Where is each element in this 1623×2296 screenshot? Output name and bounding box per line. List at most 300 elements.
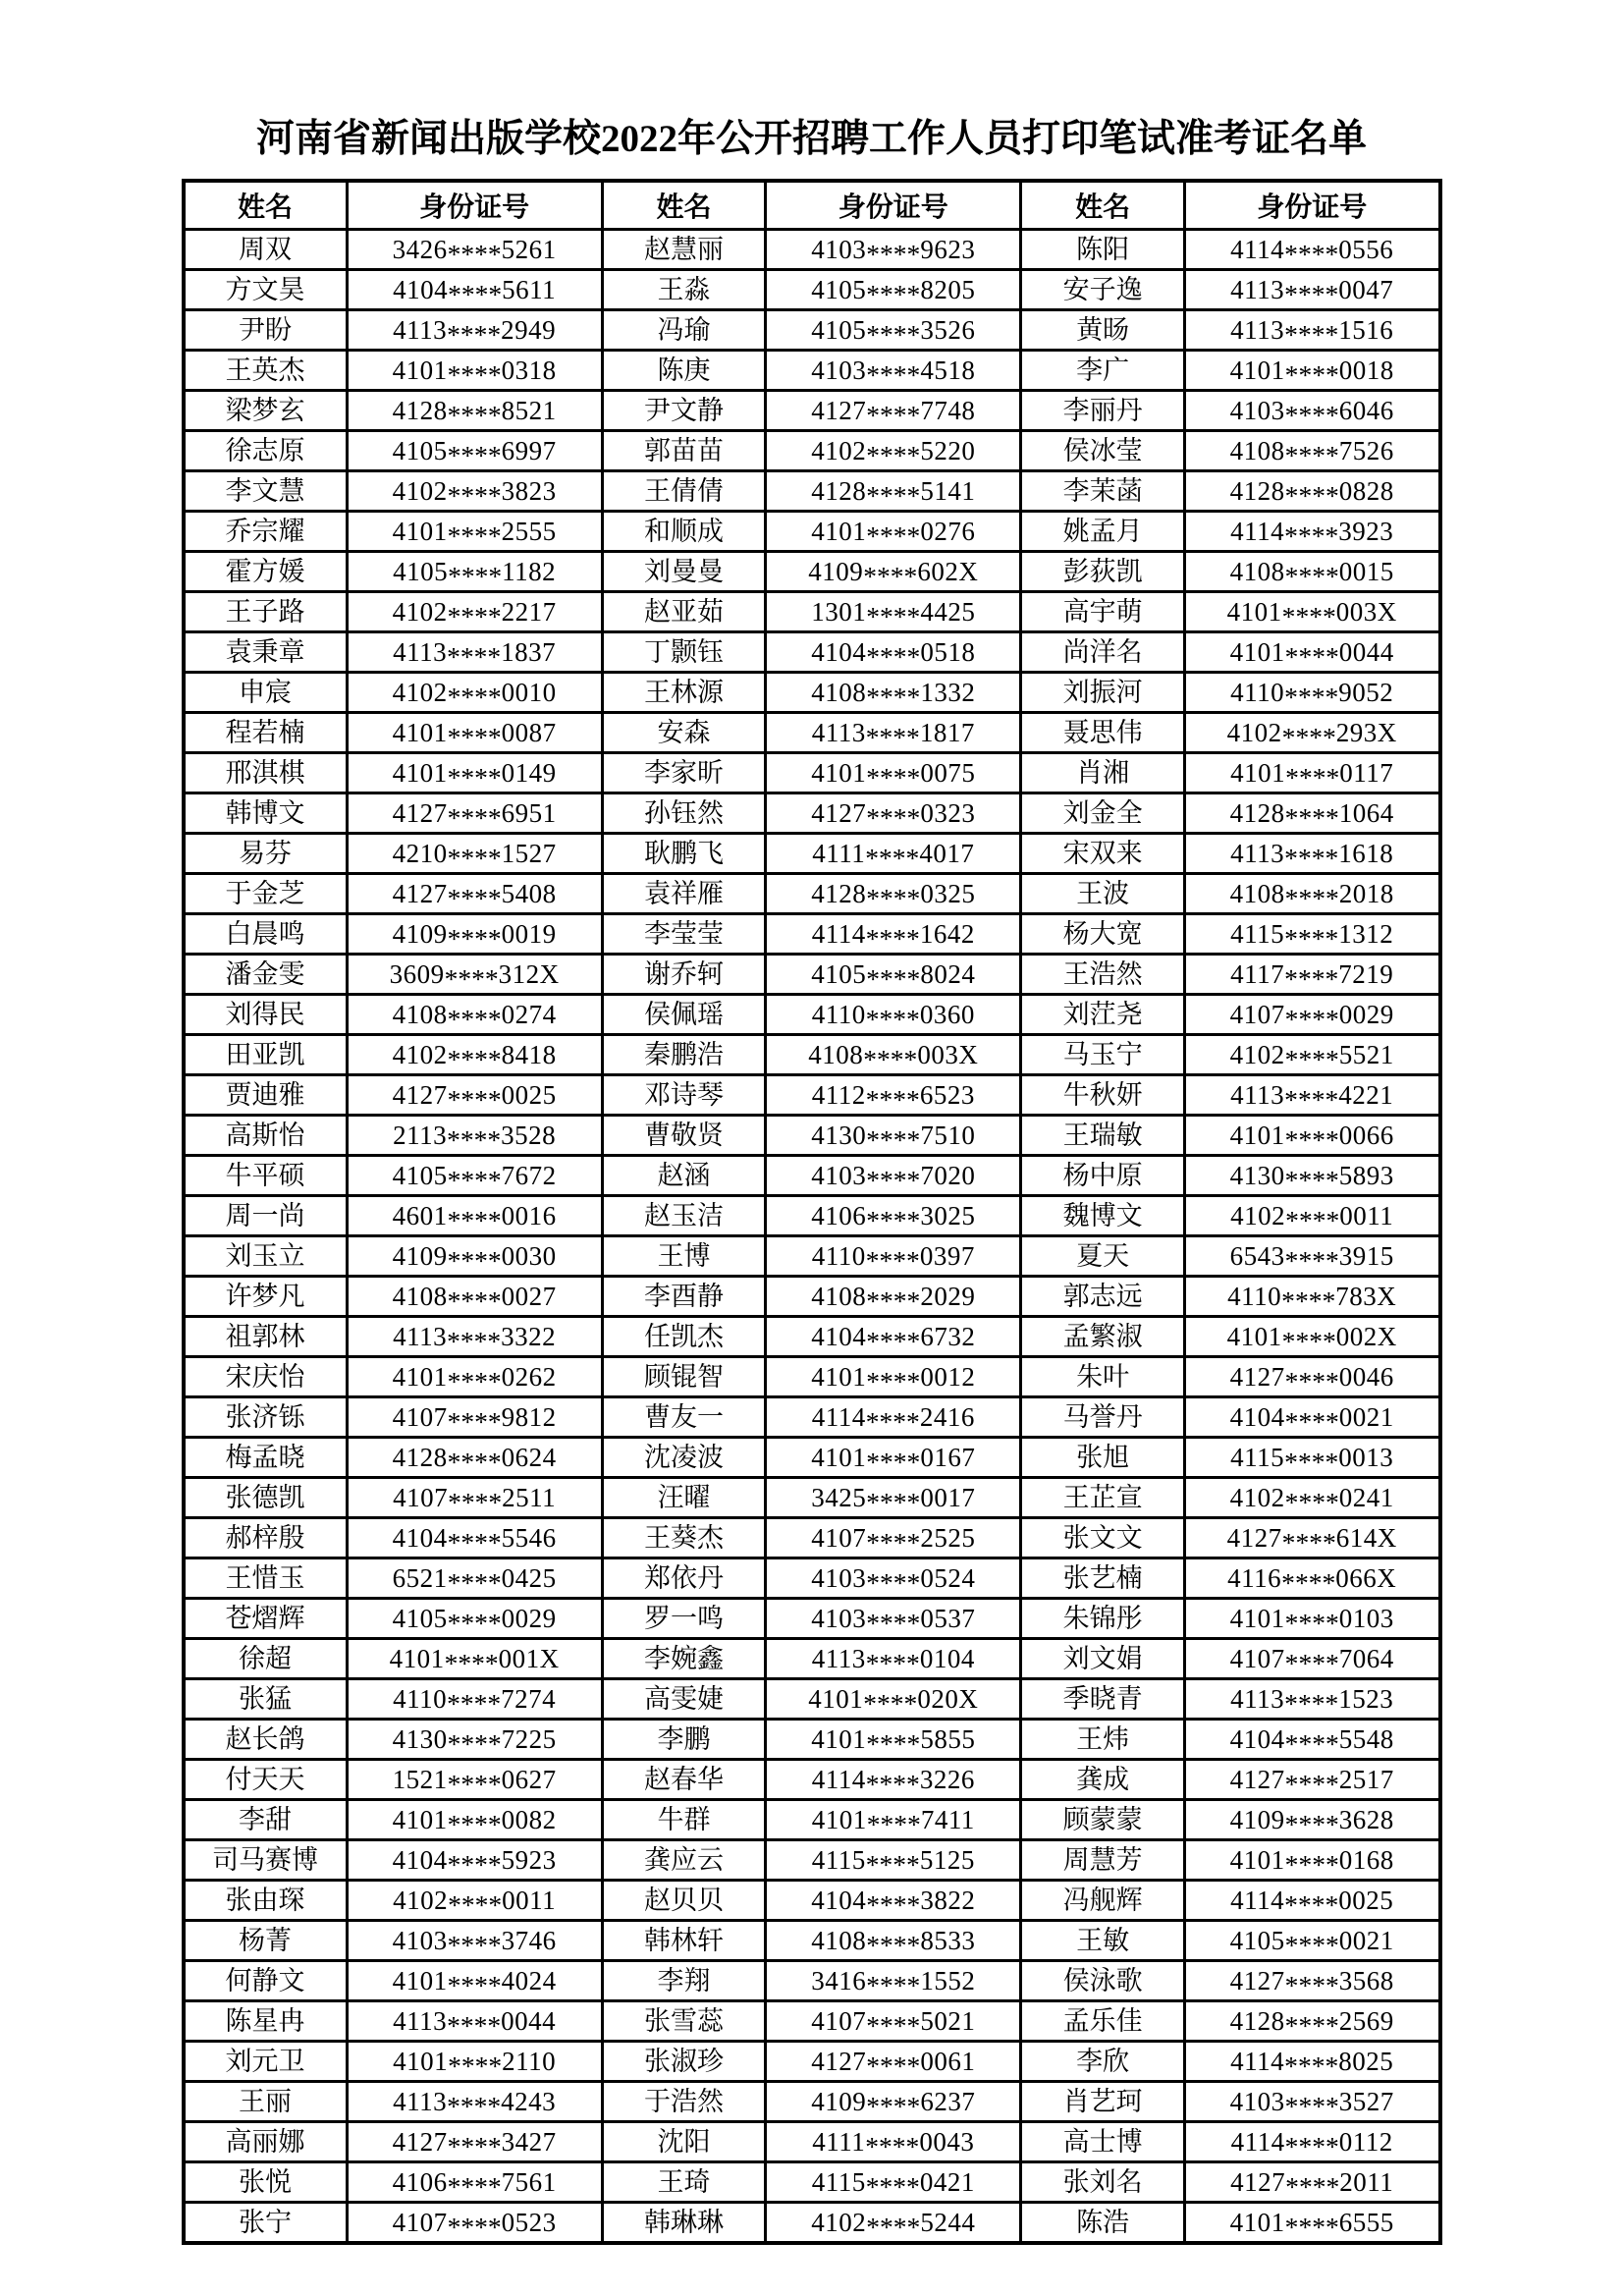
id-cell: 4127****3568 xyxy=(1184,1961,1439,2001)
id-cell: 4115****0013 xyxy=(1184,1438,1439,1478)
name-cell: 刘元卫 xyxy=(184,2042,348,2082)
masked-digits: **** xyxy=(1284,519,1339,551)
name-cell: 聂思伟 xyxy=(1021,713,1185,753)
masked-digits: **** xyxy=(447,318,502,350)
id-cell: 4108****2029 xyxy=(766,1277,1021,1317)
masked-digits: **** xyxy=(447,1969,502,2000)
name-cell: 高士博 xyxy=(1021,2122,1185,2162)
name-cell: 许梦凡 xyxy=(184,1277,348,1317)
masked-digits: **** xyxy=(866,801,921,833)
masked-digits: **** xyxy=(447,399,502,430)
masked-digits: **** xyxy=(1284,1888,1339,1920)
id-cell: 4113****1817 xyxy=(766,713,1021,753)
name-cell: 杨中原 xyxy=(1021,1156,1185,1196)
name-cell: 祖郭林 xyxy=(184,1317,348,1357)
id-cell: 4103****0537 xyxy=(766,1599,1021,1639)
id-cell: 4110****783X xyxy=(1184,1277,1439,1317)
table-row xyxy=(184,512,1440,552)
id-cell: 4101****003X xyxy=(1184,592,1439,632)
masked-digits: **** xyxy=(447,439,502,470)
id-cell: 4127****7748 xyxy=(766,391,1021,431)
masked-digits: **** xyxy=(1284,2211,1339,2242)
name-cell: 李婉鑫 xyxy=(602,1639,766,1679)
id-cell: 4114****1642 xyxy=(766,914,1021,955)
table-row xyxy=(184,793,1440,834)
id-cell: 4102****0241 xyxy=(1184,1478,1439,1518)
masked-digits: **** xyxy=(1284,1929,1339,1960)
masked-digits: **** xyxy=(866,399,921,430)
masked-digits: **** xyxy=(866,962,921,994)
id-cell: 4102****3823 xyxy=(347,471,602,512)
masked-digits: **** xyxy=(866,882,921,913)
name-cell: 袁祥雁 xyxy=(602,874,766,914)
masked-digits: **** xyxy=(447,1244,502,1276)
table-row xyxy=(184,713,1440,753)
id-cell: 4101****0318 xyxy=(347,351,602,391)
masked-digits: **** xyxy=(865,1768,920,1799)
name-cell: 韩博文 xyxy=(184,793,348,834)
masked-digits: **** xyxy=(866,1808,921,1839)
name-cell: 陈浩 xyxy=(1021,2203,1185,2244)
id-cell: 4105****3526 xyxy=(766,310,1021,351)
name-cell: 王林源 xyxy=(602,673,766,713)
name-cell: 肖艺珂 xyxy=(1021,2082,1185,2122)
name-cell: 朱锦彤 xyxy=(1021,1599,1185,1639)
id-cell: 4113****3322 xyxy=(347,1317,602,1357)
id-cell: 4130****7225 xyxy=(347,1720,602,1760)
table-row xyxy=(184,471,1440,512)
id-cell: 4127****0323 xyxy=(766,793,1021,834)
masked-digits: **** xyxy=(447,761,502,793)
name-cell: 李酉静 xyxy=(602,1277,766,1317)
masked-digits: **** xyxy=(447,1768,502,1799)
id-cell: 4128****2569 xyxy=(1184,2001,1439,2042)
name-cell: 曹友一 xyxy=(602,1397,766,1438)
masked-digits: **** xyxy=(1284,2090,1339,2121)
table-row xyxy=(184,834,1440,874)
id-cell: 4101****0012 xyxy=(766,1357,1021,1397)
masked-digits: **** xyxy=(447,2130,502,2161)
id-cell: 4107****0029 xyxy=(1184,995,1439,1035)
masked-digits: **** xyxy=(447,1043,502,1074)
id-cell: 4101****6555 xyxy=(1184,2203,1439,2244)
name-cell: 李文慧 xyxy=(184,471,348,512)
name-cell: 冯舰辉 xyxy=(1021,1881,1185,1921)
masked-digits: **** xyxy=(1284,1003,1339,1034)
id-cell: 4128****0624 xyxy=(347,1438,602,1478)
name-cell: 李广 xyxy=(1021,351,1185,391)
name-cell: 梁梦玄 xyxy=(184,391,348,431)
id-cell: 4102****0011 xyxy=(1184,1196,1439,1236)
masked-digits: **** xyxy=(1284,640,1339,672)
name-cell: 陈阳 xyxy=(1021,230,1185,270)
masked-digits: **** xyxy=(1281,600,1336,631)
id-cell: 4127****614X xyxy=(1184,1518,1439,1558)
name-cell: 尚洋名 xyxy=(1021,632,1185,673)
name-cell: 和顺成 xyxy=(602,512,766,552)
id-cell: 4110****9052 xyxy=(1184,673,1439,713)
masked-digits: **** xyxy=(447,1687,502,1719)
name-cell: 魏博文 xyxy=(1021,1196,1185,1236)
masked-digits: **** xyxy=(866,1486,921,1517)
table-header xyxy=(184,181,1440,230)
name-cell: 郭志远 xyxy=(1021,1277,1185,1317)
name-cell: 王瑞敏 xyxy=(1021,1116,1185,1156)
name-cell: 牛秋妍 xyxy=(1021,1075,1185,1116)
name-cell: 尹文静 xyxy=(602,391,766,431)
id-cell: 4128****1064 xyxy=(1184,793,1439,834)
name-cell: 韩琳琳 xyxy=(602,2203,766,2244)
masked-digits: **** xyxy=(1284,1727,1339,1759)
page-title: 河南省新闻出版学校2022年公开招聘工作人员打印笔试准考证名单 xyxy=(255,118,1367,160)
name-cell: 刘文娟 xyxy=(1021,1639,1185,1679)
masked-digits: **** xyxy=(447,1164,502,1195)
name-cell: 张德凯 xyxy=(184,1478,348,1518)
masked-digits: **** xyxy=(1284,278,1339,309)
id-cell: 4103****3527 xyxy=(1184,2082,1439,2122)
id-cell: 4103****4518 xyxy=(766,351,1021,391)
table-row xyxy=(184,592,1440,632)
name-cell: 司马赛博 xyxy=(184,1840,348,1881)
name-cell: 王琦 xyxy=(602,2162,766,2203)
id-cell: 4101****0168 xyxy=(1184,1840,1439,1881)
masked-digits: **** xyxy=(866,1285,921,1316)
id-cell: 4127****2517 xyxy=(1184,1760,1439,1800)
id-cell: 4109****6237 xyxy=(766,2082,1021,2122)
masked-digits: **** xyxy=(447,1607,502,1638)
name-cell: 徐超 xyxy=(184,1639,348,1679)
masked-digits: **** xyxy=(866,1325,921,1356)
table-row xyxy=(184,230,1440,270)
name-cell: 侯冰莹 xyxy=(1021,431,1185,471)
name-cell: 袁秉章 xyxy=(184,632,348,673)
masked-digits: **** xyxy=(447,1123,502,1155)
id-cell: 4113****4243 xyxy=(347,2082,602,2122)
masked-digits: **** xyxy=(447,600,502,631)
id-cell: 4128****0325 xyxy=(766,874,1021,914)
table-row xyxy=(184,1397,1440,1438)
id-cell: 4111****4017 xyxy=(766,834,1021,874)
masked-digits: **** xyxy=(865,842,920,873)
name-cell: 刘金全 xyxy=(1021,793,1185,834)
name-cell: 李莹莹 xyxy=(602,914,766,955)
id-cell: 4127****6951 xyxy=(347,793,602,834)
table-row xyxy=(184,1639,1440,1679)
id-cell: 4127****3427 xyxy=(347,2122,602,2162)
id-cell: 4113****0104 xyxy=(766,1639,1021,1679)
masked-digits: **** xyxy=(448,1486,503,1517)
name-cell: 侯佩瑶 xyxy=(602,995,766,1035)
masked-digits: **** xyxy=(447,479,502,511)
name-cell: 耿鹏飞 xyxy=(602,834,766,874)
id-cell: 4108****0274 xyxy=(347,995,602,1035)
id-cell: 4113****1837 xyxy=(347,632,602,673)
name-cell: 谢乔轲 xyxy=(602,955,766,995)
masked-digits: **** xyxy=(447,681,502,712)
name-cell: 张济铄 xyxy=(184,1397,348,1438)
id-cell: 3609****312X xyxy=(347,955,602,995)
id-cell: 4108****1332 xyxy=(766,673,1021,713)
masked-digits: **** xyxy=(866,1969,921,2000)
table-row xyxy=(184,2082,1440,2122)
name-cell: 高雯婕 xyxy=(602,1679,766,1720)
masked-digits: **** xyxy=(866,479,921,511)
id-cell: 3416****1552 xyxy=(766,1961,1021,2001)
masked-digits: **** xyxy=(447,1325,502,1356)
id-cell: 4128****8521 xyxy=(347,391,602,431)
name-cell: 姚孟月 xyxy=(1021,512,1185,552)
name-cell: 季晓青 xyxy=(1021,1679,1185,1720)
name-cell: 王芷宣 xyxy=(1021,1478,1185,1518)
masked-digits: **** xyxy=(447,1003,502,1034)
masked-digits: **** xyxy=(447,922,502,954)
id-cell: 4128****5141 xyxy=(766,471,1021,512)
masked-digits: **** xyxy=(447,1848,502,1880)
name-cell: 赵玉洁 xyxy=(602,1196,766,1236)
masked-digits: **** xyxy=(1284,2009,1339,2041)
column-header: 姓名 xyxy=(602,181,766,230)
name-cell: 顾锟智 xyxy=(602,1357,766,1397)
id-cell: 4210****1527 xyxy=(347,834,602,874)
id-cell: 4113****2949 xyxy=(347,310,602,351)
id-cell: 4115****5125 xyxy=(766,1840,1021,1881)
name-cell: 刘茳尧 xyxy=(1021,995,1185,1035)
name-cell: 杨菁 xyxy=(184,1921,348,1961)
id-cell: 4105****8205 xyxy=(766,270,1021,310)
id-cell: 4101****0018 xyxy=(1184,351,1439,391)
name-cell: 安子逸 xyxy=(1021,270,1185,310)
id-cell: 4114****0025 xyxy=(1184,1881,1439,1921)
id-cell: 4106****7561 xyxy=(347,2162,602,2203)
name-cell: 高斯怡 xyxy=(184,1116,348,1156)
id-cell: 4105****8024 xyxy=(766,955,1021,995)
table-row xyxy=(184,2203,1440,2244)
id-cell: 4108****8533 xyxy=(766,1921,1021,1961)
id-cell: 4115****1312 xyxy=(1184,914,1439,955)
id-cell: 4105****1182 xyxy=(347,552,602,592)
table-row xyxy=(184,1881,1440,1921)
masked-digits: **** xyxy=(866,681,921,712)
table-row xyxy=(184,632,1440,673)
table-row xyxy=(184,431,1440,471)
id-cell: 3426****5261 xyxy=(347,230,602,270)
masked-digits: **** xyxy=(1284,1083,1339,1115)
table-row xyxy=(184,1518,1440,1558)
name-cell: 王敏 xyxy=(1021,1921,1185,1961)
id-cell: 4105****0021 xyxy=(1184,1921,1439,1961)
id-cell: 4104****5546 xyxy=(347,1518,602,1558)
id-cell: 4109****0019 xyxy=(347,914,602,955)
name-cell: 李茉菡 xyxy=(1021,471,1185,512)
table-row xyxy=(184,1800,1440,1840)
masked-digits: **** xyxy=(866,439,921,470)
name-cell: 李欣 xyxy=(1021,2042,1185,2082)
masked-digits: **** xyxy=(444,962,499,994)
masked-digits: **** xyxy=(865,1003,920,1034)
masked-digits: **** xyxy=(1284,1043,1339,1074)
name-cell: 孟繁淑 xyxy=(1021,1317,1185,1357)
id-cell: 4108****7526 xyxy=(1184,431,1439,471)
id-cell: 4113****0047 xyxy=(1184,270,1439,310)
name-cell: 王葵杰 xyxy=(602,1518,766,1558)
id-cell: 4103****7020 xyxy=(766,1156,1021,1196)
name-cell: 高丽娜 xyxy=(184,2122,348,2162)
name-cell: 孟乐佳 xyxy=(1021,2001,1185,2042)
id-cell: 4104****5611 xyxy=(347,270,602,310)
name-cell: 赵长鸽 xyxy=(184,1720,348,1760)
id-cell: 4113****4221 xyxy=(1184,1075,1439,1116)
id-cell: 4110****0360 xyxy=(766,995,1021,1035)
id-cell: 4601****0016 xyxy=(347,1196,602,1236)
masked-digits: **** xyxy=(447,238,502,269)
masked-digits: **** xyxy=(448,2050,503,2081)
name-cell: 张文文 xyxy=(1021,1518,1185,1558)
id-cell: 4103****3746 xyxy=(347,1921,602,1961)
masked-digits: **** xyxy=(1284,1808,1339,1839)
name-cell: 王惜玉 xyxy=(184,1558,348,1599)
name-cell: 乔宗耀 xyxy=(184,512,348,552)
id-cell: 4108****003X xyxy=(766,1035,1021,1075)
id-cell: 4107****2525 xyxy=(766,1518,1021,1558)
name-cell: 张悦 xyxy=(184,2162,348,2203)
id-cell: 4107****5021 xyxy=(766,2001,1021,2042)
masked-digits: **** xyxy=(1284,1405,1339,1437)
masked-digits: **** xyxy=(447,1446,502,1477)
table-row xyxy=(184,995,1440,1035)
masked-digits: **** xyxy=(866,2009,921,2041)
masked-digits: **** xyxy=(866,1365,921,1396)
masked-digits: **** xyxy=(1284,1607,1339,1638)
name-cell: 丁颢钰 xyxy=(602,632,766,673)
name-cell: 周一尚 xyxy=(184,1196,348,1236)
table-row xyxy=(184,1277,1440,1317)
masked-digits: **** xyxy=(447,1808,502,1839)
name-cell: 任凯杰 xyxy=(602,1317,766,1357)
name-cell: 侯泳歌 xyxy=(1021,1961,1185,2001)
id-cell: 4101****0149 xyxy=(347,753,602,793)
masked-digits: **** xyxy=(1284,1164,1339,1195)
masked-digits: **** xyxy=(865,721,920,752)
masked-digits: **** xyxy=(447,721,502,752)
name-cell: 王子路 xyxy=(184,592,348,632)
name-cell: 牛平硕 xyxy=(184,1156,348,1196)
masked-digits: **** xyxy=(865,1848,920,1880)
name-cell: 李鹏 xyxy=(602,1720,766,1760)
id-cell: 4108****0027 xyxy=(347,1277,602,1317)
id-cell: 4127****2011 xyxy=(1184,2162,1439,2203)
masked-digits: **** xyxy=(866,1526,921,1558)
name-cell: 安森 xyxy=(602,713,766,753)
id-cell: 4101****002X xyxy=(1184,1317,1439,1357)
masked-digits: **** xyxy=(447,2170,502,2202)
id-cell: 6521****0425 xyxy=(347,1558,602,1599)
table-row xyxy=(184,1720,1440,1760)
name-cell: 霍方媛 xyxy=(184,552,348,592)
table-row xyxy=(184,673,1440,713)
id-cell: 4101****0075 xyxy=(766,753,1021,793)
name-cell: 邓诗琴 xyxy=(602,1075,766,1116)
masked-digits: **** xyxy=(866,1446,921,1477)
masked-digits: **** xyxy=(447,1526,502,1558)
masked-digits: **** xyxy=(866,238,921,269)
id-cell: 4115****0421 xyxy=(766,2162,1021,2203)
masked-digits: **** xyxy=(863,1043,918,1074)
id-cell: 4113****1516 xyxy=(1184,310,1439,351)
name-cell: 王波 xyxy=(1021,874,1185,914)
name-cell: 马玉宁 xyxy=(1021,1035,1185,1075)
masked-digits: **** xyxy=(866,1607,921,1638)
masked-digits: **** xyxy=(863,1687,918,1719)
masked-digits: **** xyxy=(1281,721,1336,752)
table-row xyxy=(184,1116,1440,1156)
table-row xyxy=(184,1760,1440,1800)
name-cell: 田亚凯 xyxy=(184,1035,348,1075)
masked-digits: **** xyxy=(1284,1244,1339,1276)
id-cell: 4104****0518 xyxy=(766,632,1021,673)
name-cell: 秦鹏浩 xyxy=(602,1035,766,1075)
table-row xyxy=(184,914,1440,955)
name-cell: 张宁 xyxy=(184,2203,348,2244)
masked-digits: **** xyxy=(448,1888,503,1920)
masked-digits: **** xyxy=(447,1365,502,1396)
id-cell: 4110****7274 xyxy=(347,1679,602,1720)
id-cell: 4114****2416 xyxy=(766,1397,1021,1438)
masked-digits: **** xyxy=(447,842,502,873)
name-cell: 刘玉立 xyxy=(184,1236,348,1277)
name-cell: 赵春华 xyxy=(602,1760,766,1800)
id-cell: 4105****6997 xyxy=(347,431,602,471)
name-cell: 李丽丹 xyxy=(1021,391,1185,431)
id-cell: 4101****020X xyxy=(766,1679,1021,1720)
masked-digits: **** xyxy=(1285,1204,1340,1235)
id-cell: 4114****8025 xyxy=(1184,2042,1439,2082)
name-cell: 刘曼曼 xyxy=(602,552,766,592)
masked-digits: **** xyxy=(866,1204,921,1235)
masked-digits: **** xyxy=(448,278,503,309)
masked-digits: **** xyxy=(1284,681,1339,712)
name-cell: 宋庆怡 xyxy=(184,1357,348,1397)
name-cell: 沈凌波 xyxy=(602,1438,766,1478)
name-cell: 顾蒙蒙 xyxy=(1021,1800,1185,1840)
id-cell: 4109****0030 xyxy=(347,1236,602,1277)
name-cell: 孙钰然 xyxy=(602,793,766,834)
name-cell: 龚成 xyxy=(1021,1760,1185,1800)
id-cell: 4104****6732 xyxy=(766,1317,1021,1357)
table-row xyxy=(184,1679,1440,1720)
masked-digits: **** xyxy=(447,801,502,833)
masked-digits: **** xyxy=(866,761,921,793)
id-cell: 4116****066X xyxy=(1184,1558,1439,1599)
id-cell: 4107****9812 xyxy=(347,1397,602,1438)
column-header: 身份证号 xyxy=(347,181,602,230)
name-cell: 肖湘 xyxy=(1021,753,1185,793)
id-cell: 4107****2511 xyxy=(347,1478,602,1518)
name-cell: 张猛 xyxy=(184,1679,348,1720)
id-cell: 4130****5893 xyxy=(1184,1156,1439,1196)
id-cell: 4101****0167 xyxy=(766,1438,1021,1478)
name-cell: 王浩然 xyxy=(1021,955,1185,995)
masked-digits: **** xyxy=(447,1204,502,1235)
table-row xyxy=(184,351,1440,391)
masked-digits: **** xyxy=(448,560,503,591)
table-row xyxy=(184,2042,1440,2082)
name-cell: 夏天 xyxy=(1021,1236,1185,1277)
id-cell: 4113****1618 xyxy=(1184,834,1439,874)
id-cell: 4108****2018 xyxy=(1184,874,1439,914)
name-cell: 周双 xyxy=(184,230,348,270)
id-cell: 4127****0025 xyxy=(347,1075,602,1116)
masked-digits: **** xyxy=(1284,1768,1339,1799)
